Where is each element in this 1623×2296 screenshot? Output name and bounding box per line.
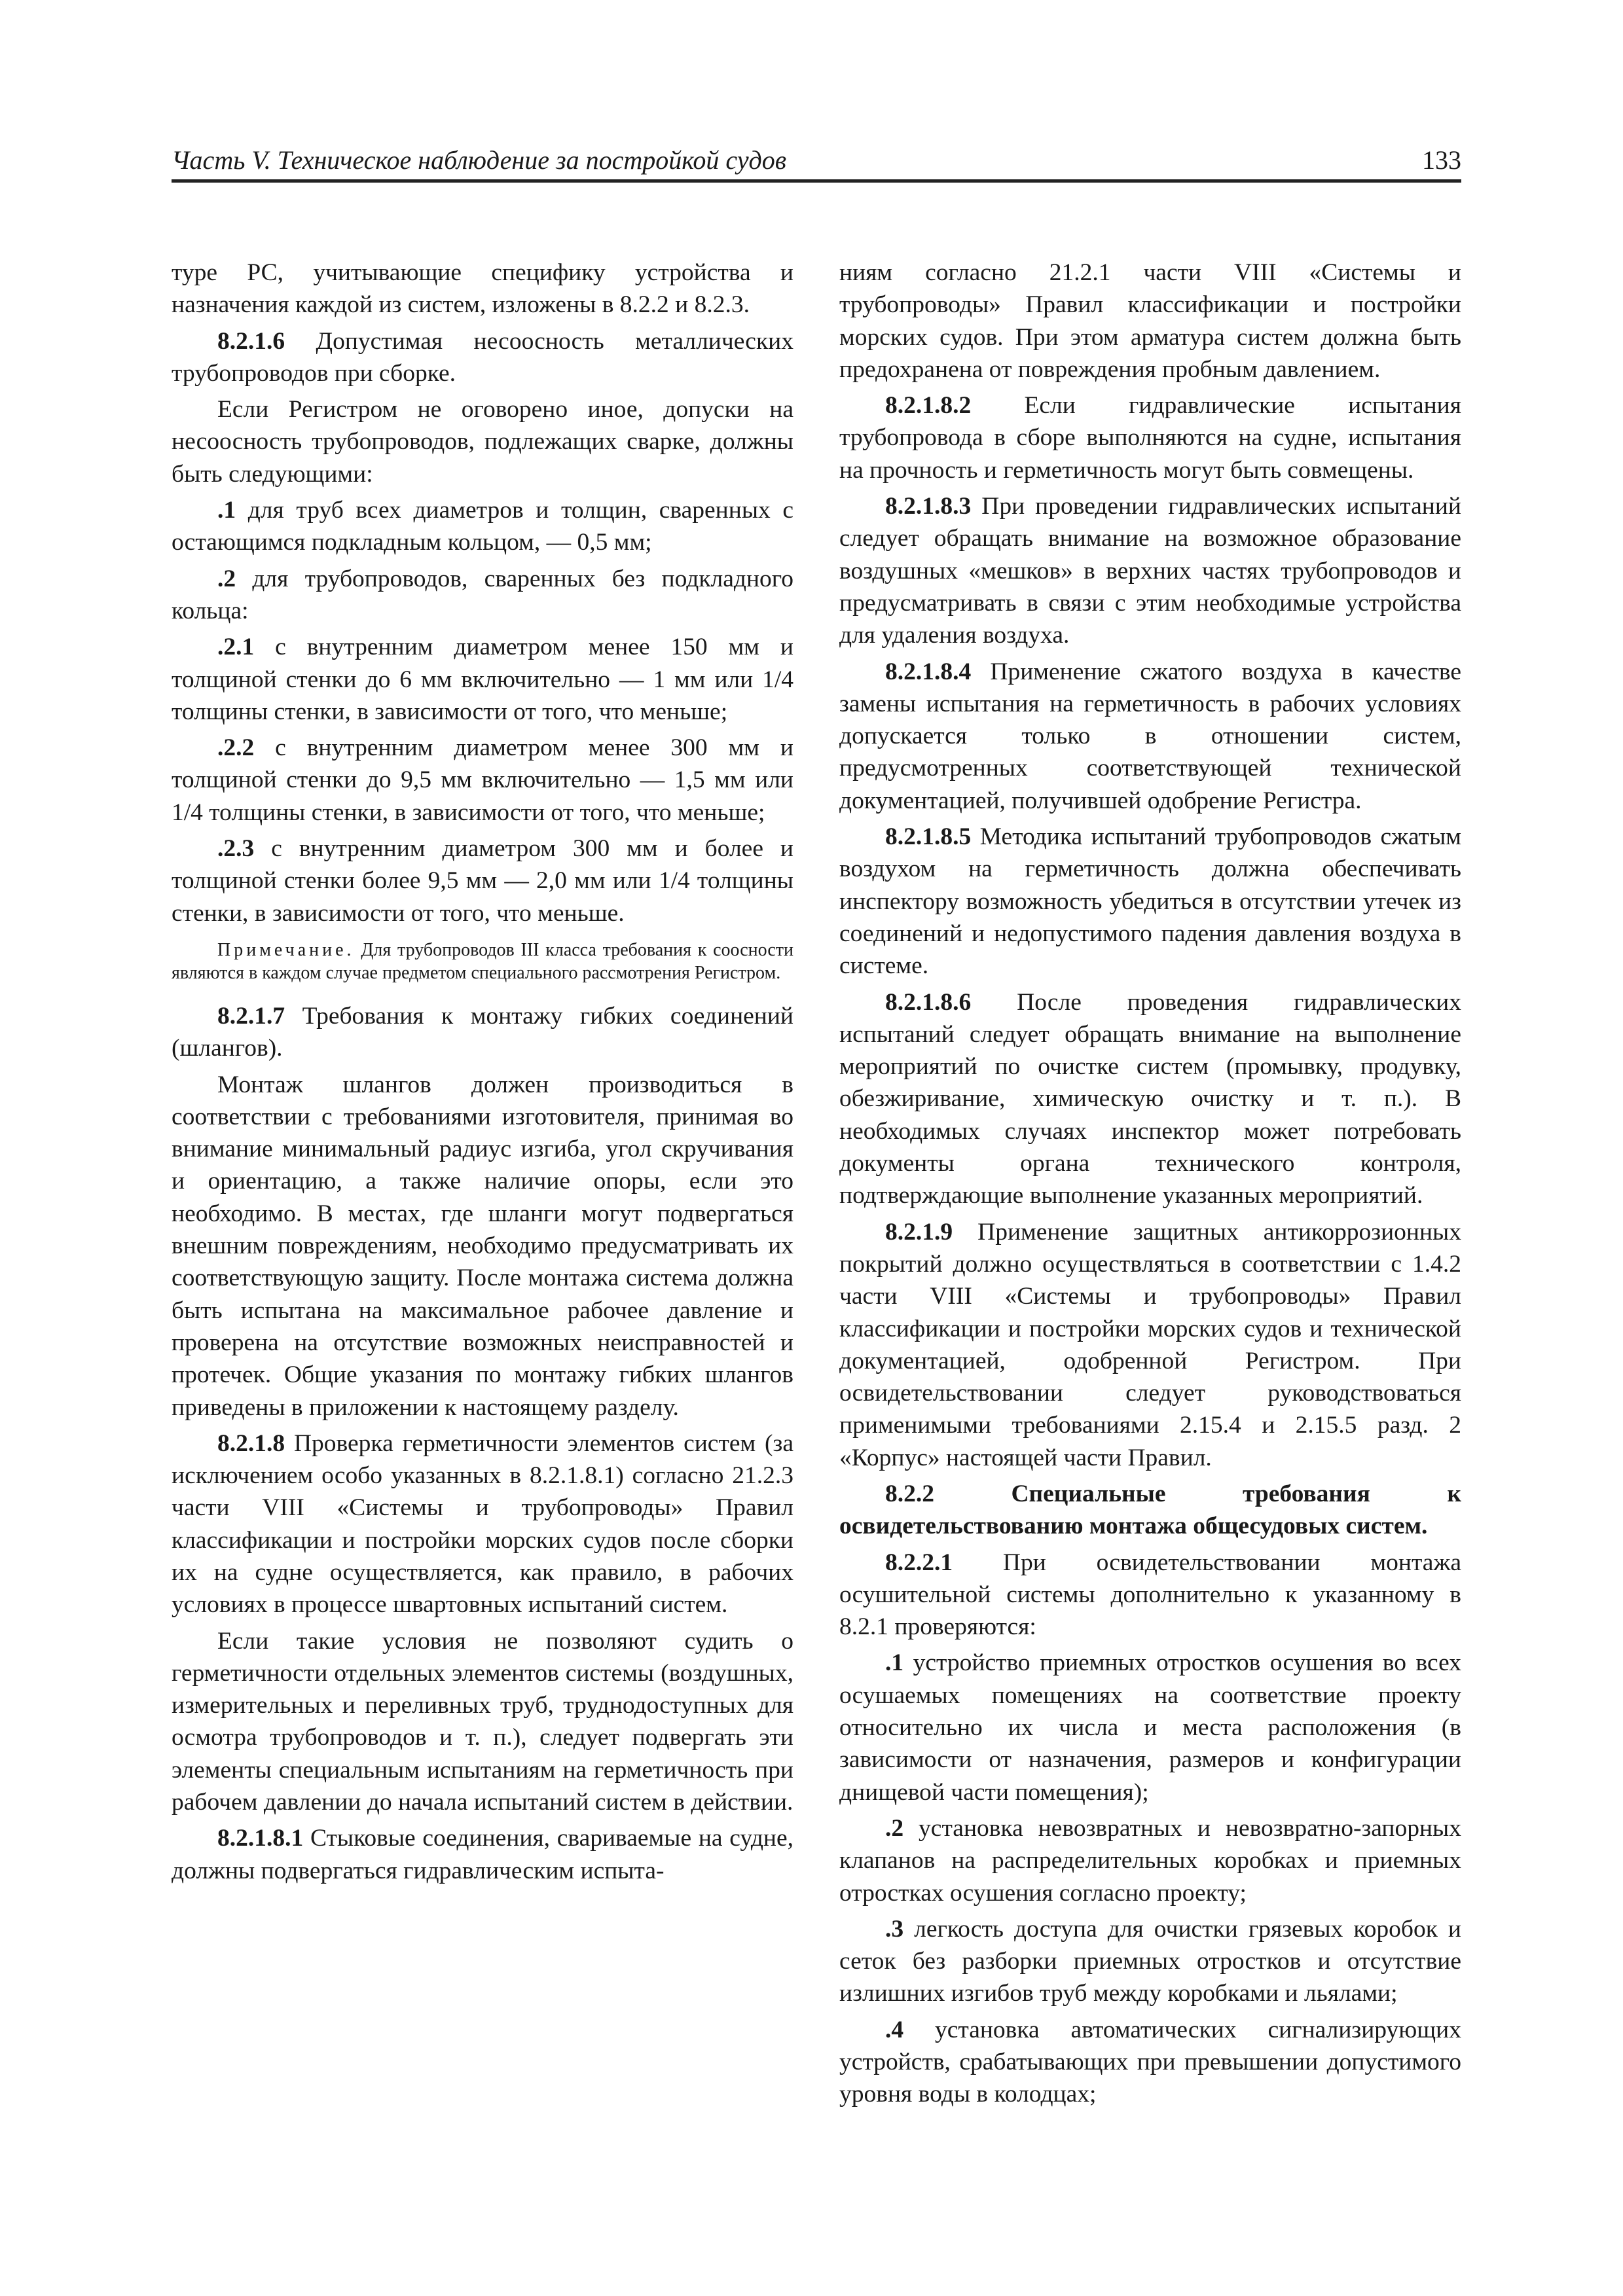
list-item xyxy=(839,1647,1461,1808)
item-number: .1 xyxy=(885,1649,904,1677)
item-text: для труб всех диаметров и толщин, сваренных с остающимся подкладным кольцом, — 0,5 мм; xyxy=(172,497,793,556)
clause-8-2-1-8-4 xyxy=(839,656,1461,817)
clause-text: Применение сжатого воздуха в качестве замены испытания на герметичность в рабочих условиях допускается только в отношении систем, предусмотренных соответствующей технической документацией, получившей одобрение Регистра. xyxy=(839,658,1461,814)
paragraph: Если такие условия не позволяют судить о герметичности отдельных элементов системы (воздушных, измерительных и переливных труб, труднодоступных для осмотра трубопроводов и т. п.), следует подвергать эти элементы специальным испытаниям на герметичность при рабочем давлении до начала испытаний систем в действии. xyxy=(172,1627,793,1816)
item-text: установка автоматических сигнализирующих устройств, срабатывающих при превышении допустимого уровня воды в колодцах; xyxy=(839,2016,1461,2108)
right-column xyxy=(839,257,1461,2111)
list-item xyxy=(172,494,793,559)
paragraph: Монтаж шлангов должен производиться в соответствии с требованиями изготовителя, принимая во внимание минимальный радиус изгиба, угол скручивания и ориентацию, а также наличие опоры, если это необходимо. В местах, где шланги могут подвергаться внешним повреждениям, необходимо предусматривать их соответствующую защиту. После монтажа система должна быть испытана на максимальное рабочее давление и проверена на отсутствие возможных неисправностей и протечек. Общие указания по монтажу гибких шлангов приведены в приложении к настоящему разделу. xyxy=(172,1071,793,1421)
clause-text: Проверка герметичности элементов систем (за исключением особо указанных в 8.2.1.8.1) согласно 21.2.3 части VIII «Системы и трубопроводы» Правил классификации и постройки морских судов после сборки их на судне осуществляется, как правило, в рабочих условиях в процессе швартовных испытаний систем. xyxy=(172,1429,793,1619)
clause-number: 8.2.1.8.1 xyxy=(217,1825,304,1852)
item-number: .4 xyxy=(885,2016,904,2043)
clause-number: 8.2.1.6 xyxy=(217,327,285,355)
clause-8-2-1-8 xyxy=(172,1427,793,1621)
clause-number: 8.2.1.8.2 xyxy=(885,392,972,420)
clause-number: 8.2.1.8.6 xyxy=(885,988,972,1016)
clause-8-2-1-9 xyxy=(839,1216,1461,1474)
list-item xyxy=(839,1913,1461,2010)
item-number: .2 xyxy=(885,1814,904,1842)
clause-8-2-1-8-6 xyxy=(839,986,1461,1212)
clause-number: 8.2.1.8.3 xyxy=(885,493,972,520)
left-column xyxy=(172,257,793,1887)
clause-8-2-1-8-1 xyxy=(172,1822,793,1887)
clause-text: Допустимая несоосность металлических трубопроводов при сборке. xyxy=(172,327,793,387)
item-number: .3 xyxy=(885,1915,904,1943)
running-title: Часть V. Техническое наблюдение за постройкой судов xyxy=(172,145,787,175)
item-number: .2.3 xyxy=(217,835,255,863)
list-item xyxy=(839,2014,1461,2111)
clause-text: После проведения гидравлических испытаний следует обращать внимание на выполнение мероприятий по очистке систем (промывку, продувку, обезжиривание, химическую очистку и т. п.). В необходимых случаях инспектор может потребовать документы органа технического контроля, подтверждающие выполнение указанных мероприятий. xyxy=(839,988,1461,1210)
clause-8-2-1-6 xyxy=(172,325,793,390)
clause-8-2-1-8-2 xyxy=(839,389,1461,486)
list-item xyxy=(839,1812,1461,1909)
clause-8-2-1-8-3 xyxy=(839,490,1461,651)
item-text: легкость доступа для очистки грязевых коробок и сеток без разборки приемных отростков и отсутствие излишних изгибов труб между коробками и льялами; xyxy=(839,1915,1461,2007)
item-text: для трубопроводов, сваренных без подкладного кольца: xyxy=(172,565,793,624)
clause-number: 8.2.1.8.5 xyxy=(885,823,972,851)
item-text: с внутренним диаметром 300 мм и более и толщиной стенки более 9,5 мм — 2,0 мм или 1/4 толщины стенки, в зависимости от того, что меньше. xyxy=(172,835,793,927)
list-item xyxy=(172,563,793,628)
clause-number: 8.2.1.9 xyxy=(885,1218,953,1246)
clause-text: Требования к монтажу гибких соединений (шлангов). xyxy=(172,1002,793,1062)
list-item xyxy=(172,833,793,929)
item-text: установка невозвратных и невозвратно-запорных клапанов на распределительных коробках и приемных отростках осушения согласно проекту; xyxy=(839,1814,1461,1907)
paragraph: туре РС, учитывающие специфику устройства и назначения каждой из систем, изложены в 8.2.2 и 8.2.3. xyxy=(172,259,793,319)
item-number: .2.2 xyxy=(217,734,255,762)
running-header xyxy=(172,143,1461,183)
item-number: .2 xyxy=(217,565,236,592)
item-text: устройство приемных отростков осушения во всех осушаемых помещениях на соответствие проекту относительно их числа и места расположения (в зависимости от назначения, размеров и конфигурации днищевой части помещения); xyxy=(839,1649,1461,1806)
paragraph: Если Регистром не оговорено иное, допуски на несоосность трубопроводов, подлежащих сварке, должны быть следующими: xyxy=(172,396,793,488)
clause-text: Методика испытаний трубопроводов сжатым воздухом на герметичность должна обеспечивать инспектору возможность убедиться в отсутствии утечек из соединений и недопустимого падения давления воздуха в системе. xyxy=(839,823,1461,980)
clause-text: При освидетельствовании монтажа осушительной системы дополнительно к указанному в 8.2.1 проверяются: xyxy=(839,1549,1461,1641)
item-number: .1 xyxy=(217,497,236,524)
clause-text: Стыковые соединения, свариваемые на судне, должны подвергаться гидравлическим испыта- xyxy=(172,1825,793,1884)
item-number: .2.1 xyxy=(217,634,255,661)
note-label: Примечание. xyxy=(217,939,355,960)
paragraph: ниям согласно 21.2.1 части VIII «Системы и трубопроводы» Правил классификации и постройки морских судов. При этом арматура систем должна быть предохранена от повреждения пробным давлением. xyxy=(839,259,1461,383)
clause-number: 8.2.1.8 xyxy=(217,1429,285,1457)
note-text: Для трубопроводов III класса требования к соосности являются в каждом случае предметом специального рассмотрения Регистром. xyxy=(172,939,793,983)
list-item xyxy=(172,631,793,728)
clause-8-2-1-8-5 xyxy=(839,821,1461,982)
list-item xyxy=(172,732,793,829)
clause-number: 8.2.1.7 xyxy=(217,1002,285,1030)
clause-8-2-2-1 xyxy=(839,1547,1461,1643)
section-heading-8-2-2: 8.2.2 Специальные требования к освидетельствованию монтажа общесудовых систем. xyxy=(839,1480,1461,1540)
clause-text: Применение защитных антикоррозионных покрытий должно осуществляться в соответствии с 1.4.2 части VIII «Системы и трубопроводы» Правил классификации и постройки морских судов и технической документацией, одобренной Регистром. При освидетельствовании следует руководствоваться применимыми требованиями 2.15.4 и 2.15.5 разд. 2 «Корпус» настоящей части Правил. xyxy=(839,1218,1461,1471)
page-number: 133 xyxy=(1422,145,1461,175)
clause-text: При проведении гидравлических испытаний следует обращать внимание на возможное образование воздушных «мешков» в верхних частях трубопроводов и предусматривать в связи с этим необходимые устройства для удаления воздуха. xyxy=(839,493,1461,649)
clause-8-2-1-7 xyxy=(172,1000,793,1065)
clause-number: 8.2.2.1 xyxy=(885,1549,953,1576)
item-text: с внутренним диаметром менее 300 мм и толщиной стенки до 9,5 мм включительно — 1,5 мм или 1/4 толщины стенки, в зависимости от того, что меньше; xyxy=(172,734,793,826)
clause-number: 8.2.1.8.4 xyxy=(885,658,972,685)
item-text: с внутренним диаметром менее 150 мм и толщиной стенки до 6 мм включительно — 1 мм или 1/4 толщины стенки, в зависимости от того, что меньше; xyxy=(172,634,793,725)
note xyxy=(172,939,793,984)
clause-text: Если гидравлические испытания трубопровода в сборе выполняются на судне, испытания на прочность и герметичность могут быть совмещены. xyxy=(839,392,1461,484)
